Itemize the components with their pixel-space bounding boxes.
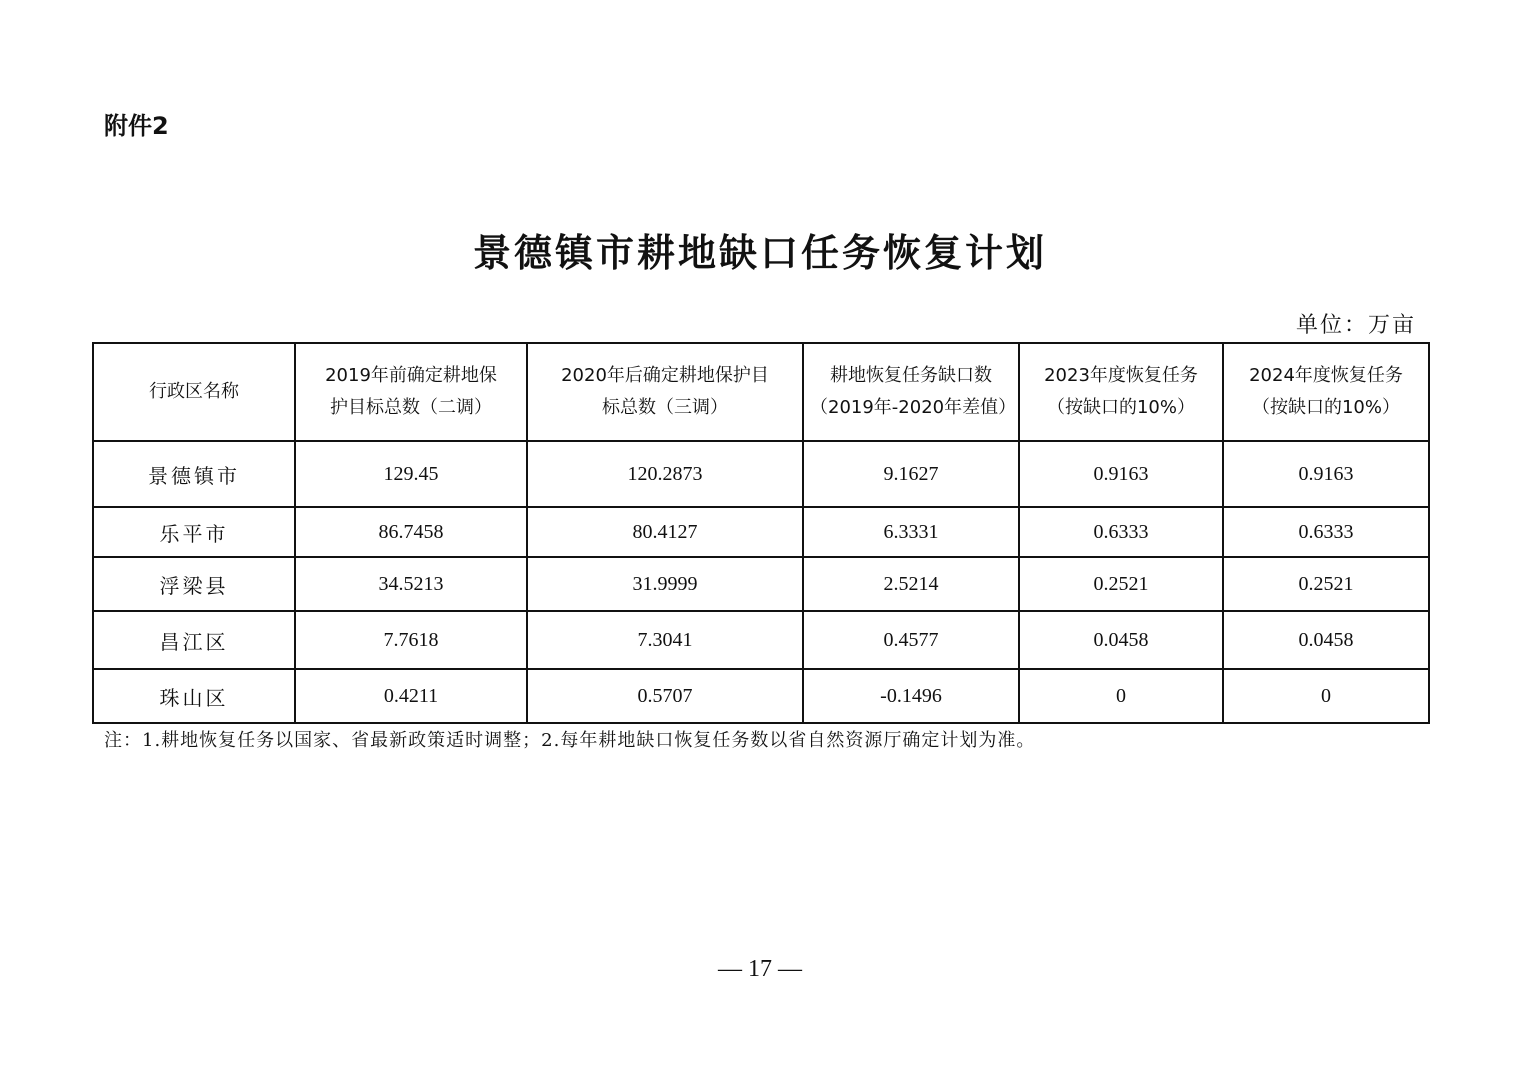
- target-2019-cell: 0.4211: [295, 669, 527, 723]
- task-2024-cell: 0: [1223, 669, 1429, 723]
- target-2020-cell: 80.4127: [527, 507, 803, 557]
- page-number: — 17 —: [718, 956, 802, 982]
- target-2019-cell: 34.5213: [295, 557, 527, 611]
- header-task-2023: 2023年度恢复任务 （按缺口的10%）: [1019, 343, 1223, 441]
- task-2023-cell: 0.9163: [1019, 441, 1223, 507]
- task-2024-cell: 0.6333: [1223, 507, 1429, 557]
- header-task-2024: 2024年度恢复任务 （按缺口的10%）: [1223, 343, 1429, 441]
- gap-cell: 6.3331: [803, 507, 1019, 557]
- region-cell: 珠山区: [93, 669, 295, 723]
- task-2023-cell: 0: [1019, 669, 1223, 723]
- target-2020-cell: 31.9999: [527, 557, 803, 611]
- task-2023-cell: 0.2521: [1019, 557, 1223, 611]
- table-row: [93, 507, 1429, 557]
- task-2023-cell: 0.6333: [1019, 507, 1223, 557]
- task-2024-cell: 0.2521: [1223, 557, 1429, 611]
- target-2019-cell: 129.45: [295, 441, 527, 507]
- task-2024-cell: 0.9163: [1223, 441, 1429, 507]
- target-2019-cell: 86.7458: [295, 507, 527, 557]
- task-2023-cell: 0.0458: [1019, 611, 1223, 669]
- gap-cell: 0.4577: [803, 611, 1019, 669]
- gap-cell: 9.1627: [803, 441, 1019, 507]
- recovery-plan-table: [92, 342, 1430, 724]
- region-cell: 乐平市: [93, 507, 295, 557]
- document-title: 景德镇市耕地缺口任务恢复计划: [472, 230, 1047, 275]
- header-target-2020: 2020年后确定耕地保护目 标总数（三调）: [527, 343, 803, 441]
- table-row: [93, 557, 1429, 611]
- target-2020-cell: 120.2873: [527, 441, 803, 507]
- target-2020-cell: 7.3041: [527, 611, 803, 669]
- table-row: [93, 669, 1429, 723]
- gap-cell: -0.1496: [803, 669, 1019, 723]
- unit-label: 单位：万亩: [1295, 313, 1416, 338]
- header-target-2019: 2019年前确定耕地保 护目标总数（二调）: [295, 343, 527, 441]
- table-header-row: [93, 343, 1429, 441]
- footnote: 注：1.耕地恢复任务以国家、省最新政策适时调整；2.每年耕地缺口恢复任务数以省自然资源厅确定计划为准。: [104, 730, 1036, 751]
- gap-cell: 2.5214: [803, 557, 1019, 611]
- header-gap: 耕地恢复任务缺口数 （2019年-2020年差值）: [803, 343, 1019, 441]
- region-cell: 景德镇市: [93, 441, 295, 507]
- target-2019-cell: 7.7618: [295, 611, 527, 669]
- task-2024-cell: 0.0458: [1223, 611, 1429, 669]
- target-2020-cell: 0.5707: [527, 669, 803, 723]
- header-region: 行政区名称: [93, 343, 295, 441]
- region-cell: 昌江区: [93, 611, 295, 669]
- table-row: [93, 611, 1429, 669]
- attachment-label: 附件2: [104, 112, 169, 140]
- region-cell: 浮梁县: [93, 557, 295, 611]
- table-row: [93, 441, 1429, 507]
